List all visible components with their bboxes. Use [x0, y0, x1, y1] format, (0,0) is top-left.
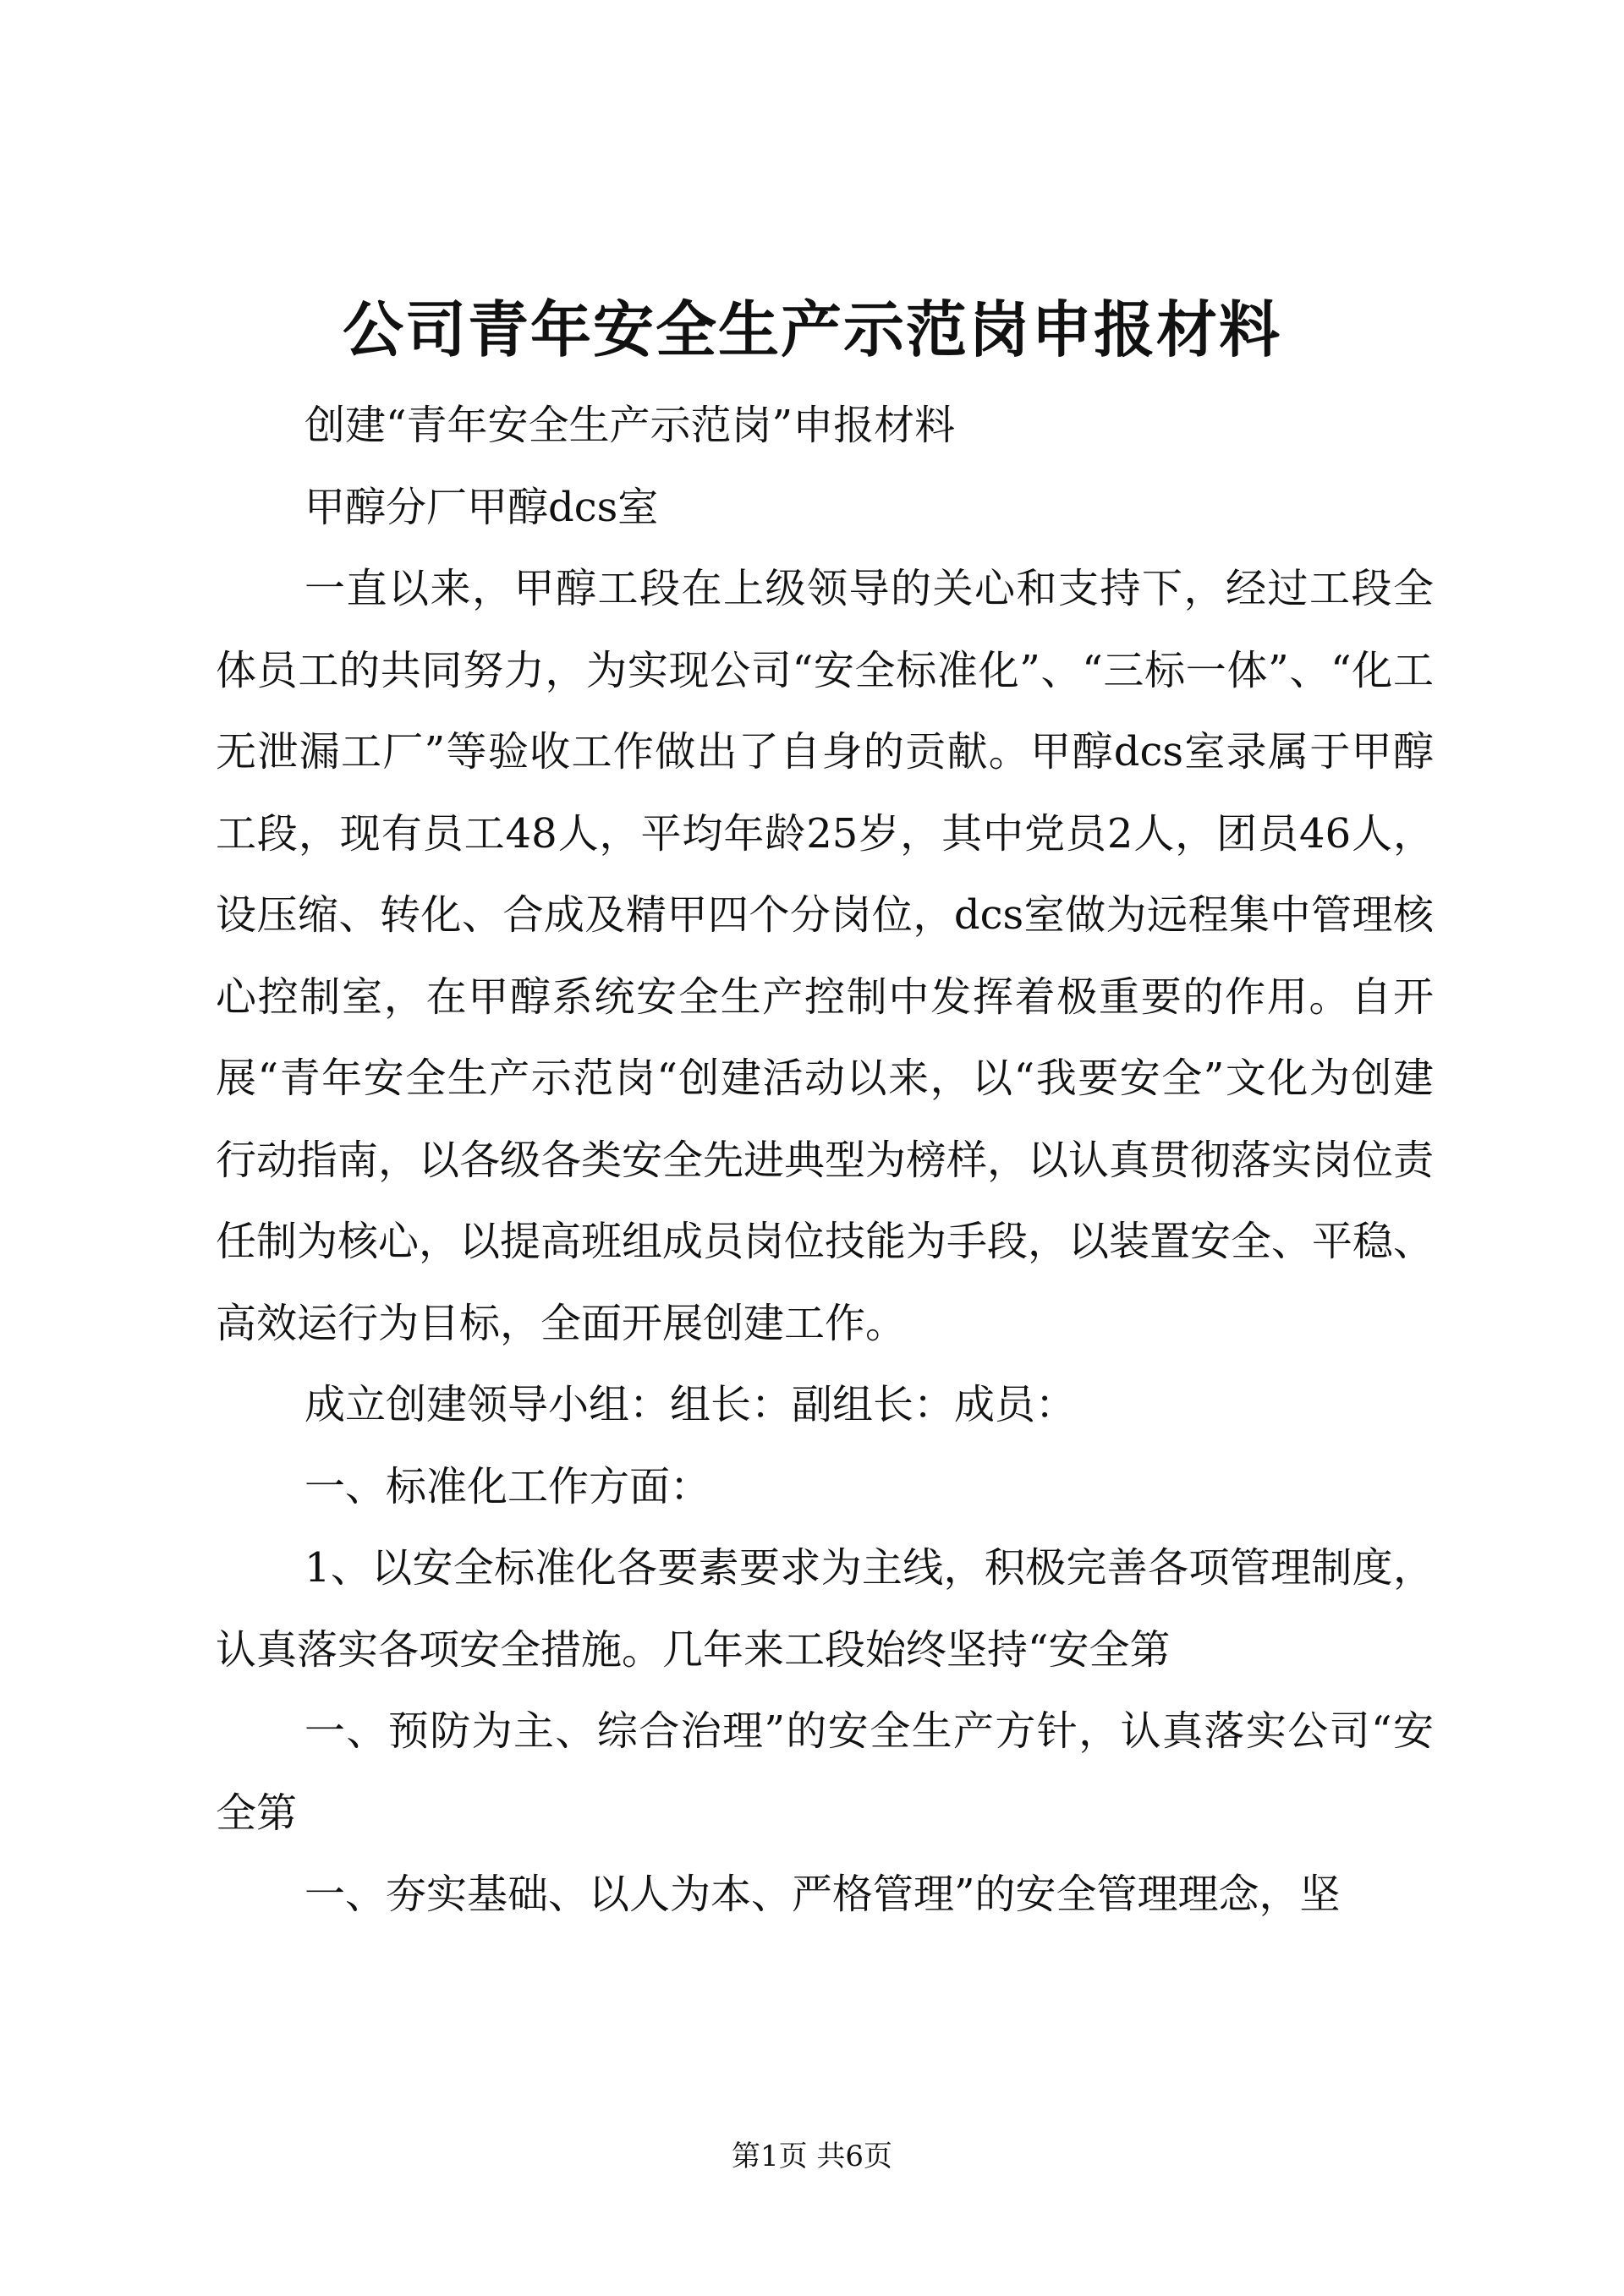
- paragraph-subtitle: 创建“青年安全生产示范岗”申报材料: [304, 402, 956, 449]
- page-number-footer: 第1页 共6页: [731, 2140, 893, 2173]
- paragraph-leadership-group: 成立创建领导小组：组长：副组长：成员：: [304, 1381, 1077, 1428]
- document-body: [216, 385, 1434, 1936]
- document-title: 公司青年安全生产示范岗申报材料: [342, 293, 1281, 365]
- paragraph-introduction: 一直以来，甲醇工段在上级领导的关心和支持下，经过工段全体员工的共同努力，为实现公司“安全标准化”、“三标一体”、“化工无泄漏工厂”等验收工作做出了自身的贡献。甲醇dcs室录属于甲醇工段，现有员工48人，平均年龄25岁，其中党员2人，团员46人，设压缩、转化、合成及精甲四个分岗位，dcs室做为远程集中管理核心控制室，在甲醇系统安全生产控制中发挥着极重要的作用。自开展“青年安全生产示范岗“创建活动以来，以“我要安全”文化为创建行动指南，以各级各类安全先进典型为榜样，以认真贯彻落实岗位责任制为核心，以提高班组成员岗位技能为手段，以装置安全、平稳、高效运行为目标，全面开展创建工作。: [216, 565, 1435, 1347]
- paragraph-continuation-1: 一、预防为主、综合治理”的安全生产方针，认真落实公司“安全第: [216, 1707, 1434, 1837]
- paragraph-section-heading: 一、标准化工作方面：: [304, 1462, 711, 1510]
- paragraph-continuation-2: 一、夯实基础、以人为本、严格管理”的安全管理理念，坚: [304, 1871, 1341, 1918]
- paragraph-item-1: 1、以安全标准化各要素要求为主线，积极完善各项管理制度，认真落实各项安全措施。几年来工段始终坚持“安全第: [216, 1544, 1434, 1674]
- paragraph-department: 甲醇分厂甲醇dcs室: [304, 483, 659, 531]
